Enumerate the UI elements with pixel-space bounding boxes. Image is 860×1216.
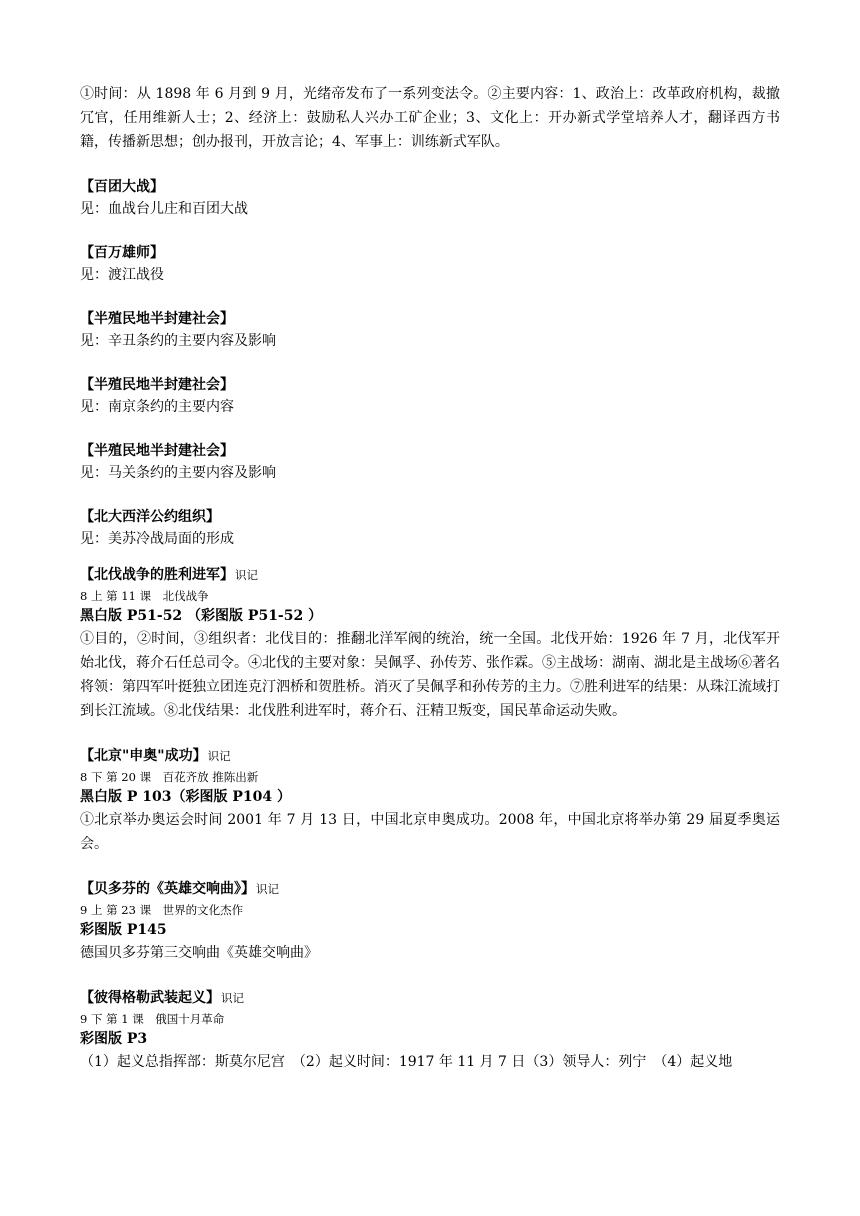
intro-paragraph: ①时间：从 1898 年 6 月到 9 月，光绪帝发布了一系列变法令。②主要内容：1、政治上：改革政府机构，裁撤冗官，任用维新人士；2、经济上：鼓励私人兴办工矿企业；3、文化上：开办新式学堂培养人才，翻译西方书籍，传播新思想；创办报刊，开放言论；4、军事上：训练新式军队。 [80, 86, 780, 150]
entry-banzhimin-3 [80, 440, 780, 484]
entry-body: ①目的，②时间，③组织者：北伐目的：推翻北洋军阀的统治，统一全国。北伐开始：1926 年 7 月，北伐军开始北伐，蒋介石任总司令。④北伐的主要对象：吴佩孚、孙传芳、张作霖。⑤主战场：湖南、湖北是主战场⑥著名将领：第四军叶挺独立团连克汀泗桥和贺胜桥。消灭了吴佩孚和孙传芳的主力。⑦胜利进军的结果：从珠江流域打到长江流域。⑧北伐结果：北伐胜利进军时，蒋介石、汪精卫叛变，国民革命运动失败。 [80, 631, 780, 719]
entry-reference: 见：美苏冷战局面的形成 [80, 531, 234, 547]
entry-reference: 见：南京条约的主要内容 [80, 399, 234, 415]
entry-title [80, 878, 780, 900]
entry-baituan [80, 176, 780, 220]
entry-petrograd [80, 987, 780, 1074]
entry-title-text: 【贝多芬的《英雄交响曲》】 [80, 881, 255, 897]
entry-title: 【半殖民地半封建社会】 [80, 443, 234, 459]
entry-title [80, 745, 780, 767]
entry-title: 【百团大战】 [80, 179, 164, 195]
entry-version: 彩图版 P3 [80, 1031, 148, 1047]
entry-title: 【百万雄师】 [80, 245, 164, 261]
entry-title: 【北大西洋公约组织】 [80, 509, 220, 525]
entry-version: 黑白版 P51-52 （彩图版 P51-52 ） [80, 608, 323, 624]
entry-title: 【半殖民地半封建社会】 [80, 311, 234, 327]
entry-reference: 见：渡江战役 [80, 267, 164, 283]
entry-tag: 识记 [207, 749, 231, 763]
entry-version: 彩图版 P145 [80, 922, 167, 938]
entry-reference: 见：马关条约的主要内容及影响 [80, 465, 276, 481]
entry-reference: 见：血战台儿庄和百团大战 [80, 201, 248, 217]
entry-title [80, 564, 780, 586]
entry-banzhimin-1 [80, 308, 780, 352]
entry-lesson: 8 下 第 20 课 百花齐放 推陈出新 [80, 770, 259, 784]
entry-lesson: 9 下 第 1 课 俄国十月革命 [80, 1012, 225, 1026]
entry-beifa [80, 564, 780, 723]
entry-lesson: 8 上 第 11 课 北伐战争 [80, 589, 209, 603]
document-page [80, 82, 780, 1074]
entry-nato [80, 506, 780, 550]
entry-baiwan [80, 242, 780, 286]
entry-body: ①北京举办奥运会时间 2001 年 7 月 13 日，中国北京申奥成功。2008 年，中国北京将举办第 29 届夏季奥运会。 [80, 812, 780, 852]
entry-banzhimin-2 [80, 374, 780, 418]
entry-title [80, 987, 780, 1009]
entry-lesson: 9 上 第 23 课 世界的文化杰作 [80, 903, 244, 917]
entry-title-text: 【北京"申奥"成功】 [80, 748, 207, 764]
entry-title-text: 【北伐战争的胜利进军】 [80, 567, 234, 583]
entry-shenao [80, 745, 780, 856]
entry-version: 黑白版 P 103（彩图版 P104 ） [80, 789, 291, 805]
entry-title: 【半殖民地半封建社会】 [80, 377, 234, 393]
entry-body: 德国贝多芬第三交响曲《英雄交响曲》 [80, 945, 318, 961]
entry-tag: 识记 [235, 568, 258, 582]
entry-beethoven [80, 878, 780, 965]
entry-tag: 识记 [256, 882, 279, 896]
entry-tag: 识记 [221, 991, 244, 1005]
entry-reference: 见：辛丑条约的主要内容及影响 [80, 333, 276, 349]
entry-title-text: 【彼得格勒武装起义】 [80, 990, 220, 1006]
entry-body: （1）起义总指挥部：斯莫尔尼宫 （2）起义时间：1917 年 11 月 7 日（3）领导人：列宁 （4）起义地 [80, 1054, 733, 1070]
